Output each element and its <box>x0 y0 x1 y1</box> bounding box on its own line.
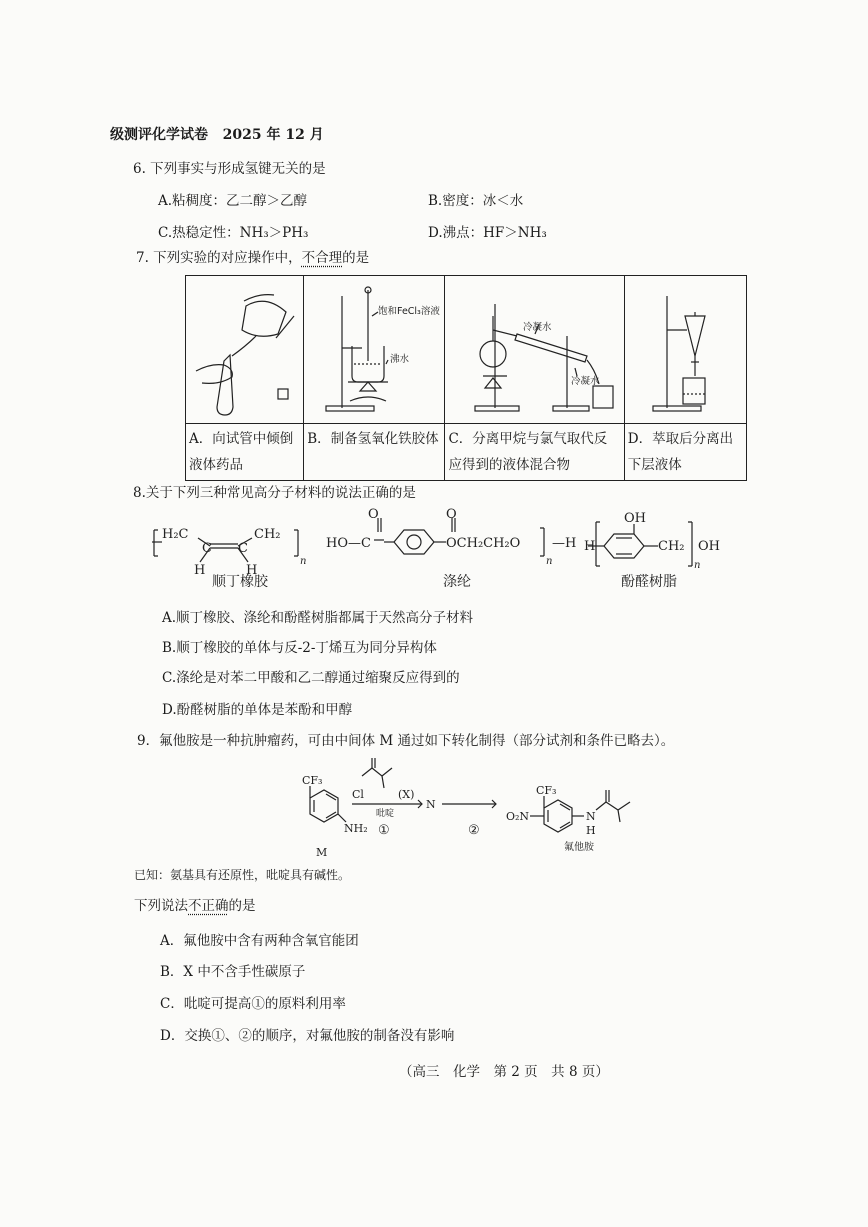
q9-option-b: B．X 中不含手性碳原子 <box>160 964 306 980</box>
h-right-label: H <box>246 563 258 578</box>
flutamide-synthesis-scheme <box>280 758 680 862</box>
n-subscript-2: n <box>546 556 553 567</box>
amide-h-label: H <box>586 824 596 837</box>
q6-stem: 6. 下列事实与形成氢键无关的是 <box>133 161 326 177</box>
ch2-right-label: CH₂ <box>254 527 281 542</box>
q9-known: 已知：氨基具有还原性，吡啶具有碱性。 <box>134 868 351 882</box>
x-label: (X) <box>398 788 415 801</box>
q9-emphasis: 不正确 <box>188 898 229 914</box>
q7-figure-d <box>624 276 746 424</box>
nh2-label: NH₂ <box>344 822 368 835</box>
step1-label: ① <box>378 823 390 838</box>
q7-figure-b <box>304 276 445 424</box>
flutamide-label: 氟他胺 <box>564 842 594 853</box>
o-label-2: O <box>446 508 457 522</box>
q8-stem: 8.关于下列三种常见高分子材料的说法正确的是 <box>133 485 416 501</box>
q8-option-b: B.顺丁橡胶的单体与反-2-丁烯互为同分异构体 <box>162 640 437 656</box>
q9-stem: 9．氟他胺是一种抗肿瘤药，可由中间体 M 通过如下转化制得（部分试剂和条件已略去）。 <box>137 733 675 749</box>
q9-option-c: C．吡啶可提高①的原料利用率 <box>160 996 346 1012</box>
intermediate-n-label: N <box>426 798 436 811</box>
h-left-label: H <box>194 563 206 578</box>
cf3-label-m: CF₃ <box>302 774 323 787</box>
o2n-label: O₂N <box>506 810 530 823</box>
ester-label: OCH₂CH₂O <box>446 536 521 551</box>
h-end-label: —H <box>552 536 577 551</box>
q7-caption-c: C．分离甲烷与氯气取代反应得到的液体混合物 <box>445 424 624 481</box>
ho-c-label: HO—C <box>326 536 371 551</box>
q9-substem: 下列说法不正确的是 <box>134 898 256 914</box>
polymer-name-1: 顺丁橡胶 <box>212 574 268 590</box>
q7-figure-c <box>445 276 624 424</box>
o-label-1: O <box>368 508 379 522</box>
c-right-label: C <box>238 541 248 556</box>
page-footer: （高三 化学 第 2 页 共 8 页） <box>399 1064 609 1080</box>
oh-end-label: OH <box>698 539 720 554</box>
separatory-funnel-icon <box>625 276 746 419</box>
polymer-name-3: 酚醛树脂 <box>621 574 677 590</box>
q7-caption-a: A．向试管中倾倒液体药品 <box>186 424 304 481</box>
q6-option-a: A.粘稠度：乙二醇＞乙醇 <box>158 193 308 209</box>
n-subscript-3: n <box>694 560 701 571</box>
oh-label: OH <box>624 511 646 526</box>
polymer-name-2: 涤纶 <box>443 574 471 590</box>
cf3-label-product: CF₃ <box>536 784 557 797</box>
q6-option-d: D.沸点：HF＞NH₃ <box>428 225 547 241</box>
q7-caption-d: D．萃取后分离出下层液体 <box>624 424 746 481</box>
exam-title: 级测评化学试卷 <box>110 127 208 143</box>
q7-figure-a <box>186 276 304 424</box>
q7-experiment-table <box>185 275 747 481</box>
c-left-label: C <box>202 541 212 556</box>
ch2-label: CH₂ <box>658 539 685 554</box>
pouring-liquid-icon <box>186 276 303 419</box>
step2-label: ② <box>468 823 480 838</box>
q8-option-d: D.酚醛树脂的单体是苯酚和甲醇 <box>162 702 353 718</box>
q7-stem: 7. 下列实验的对应操作中，不合理的是 <box>136 250 370 266</box>
condenser-water-out-label: 冷凝水 <box>571 376 600 387</box>
fecl3-label: 饱和FeCl₃溶液 <box>378 306 441 317</box>
q8-option-c: C.涤纶是对苯二甲酸和乙二醇通过缩聚反应得到的 <box>162 670 460 686</box>
n-subscript: n <box>300 556 307 567</box>
q7-emphasis: 不合理 <box>301 250 343 266</box>
h-start-label: H <box>584 539 596 554</box>
cl-label: Cl <box>352 788 364 801</box>
pyridine-label: 吡啶 <box>376 809 395 819</box>
colloid-apparatus-icon <box>304 276 444 419</box>
distillation-apparatus-icon <box>445 276 623 419</box>
q9-option-a: A．氟他胺中含有两种含氧官能团 <box>160 933 359 949</box>
condenser-water-in-label: 冷凝水 <box>523 322 552 333</box>
q8-option-a: A.顺丁橡胶、涤纶和酚醛树脂都属于天然高分子材料 <box>162 610 474 626</box>
exam-date: 2025 年 12 月 <box>222 127 324 143</box>
ch2-left-label: H₂C <box>162 527 189 542</box>
boiling-water-label: 沸水 <box>390 354 410 365</box>
q6-option-b: B.密度：冰＜水 <box>428 193 524 209</box>
q9-option-d: D．交换①、②的顺序，对氟他胺的制备没有影响 <box>160 1028 455 1044</box>
amide-n-label: N <box>586 810 596 823</box>
m-label: M <box>316 846 328 859</box>
q7-caption-b: B．制备氢氧化铁胶体 <box>304 424 445 481</box>
exam-header <box>110 126 324 144</box>
q6-option-c: C.热稳定性：NH₃＞PH₃ <box>158 225 309 241</box>
